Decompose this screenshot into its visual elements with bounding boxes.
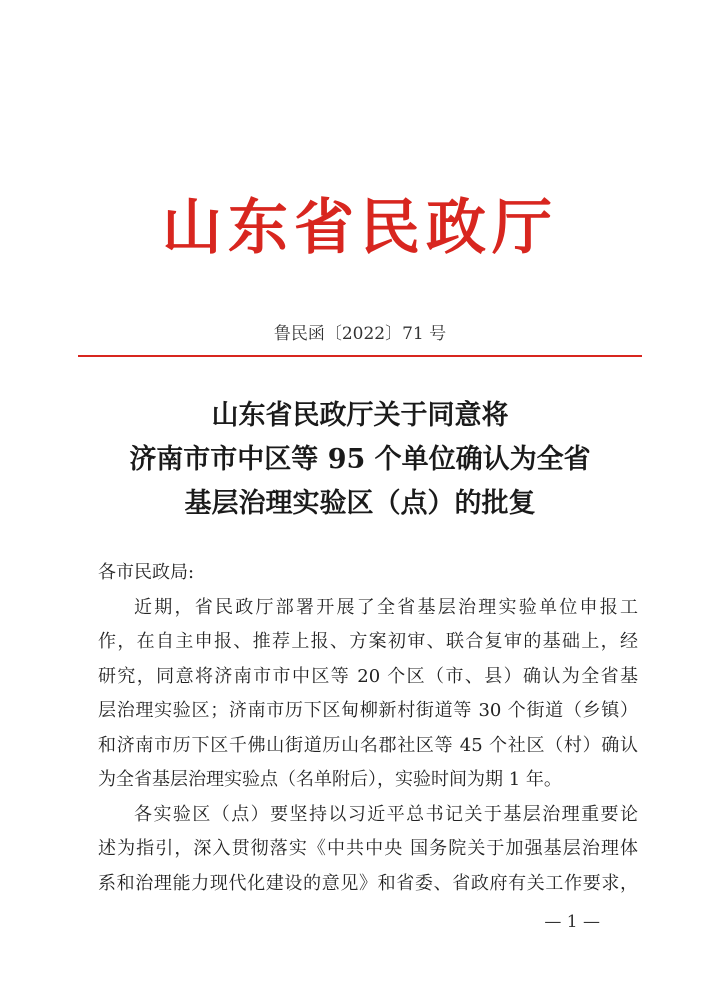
paragraph-line: 各实验区（点）要坚持以习近平总书记关于基层治理重要论 <box>134 803 638 825</box>
paragraph-line: 为全省基层治理实验点（名单附后），实验时间为期 1 年。 <box>98 769 562 790</box>
salutation: 各市民政局: <box>98 562 195 583</box>
paragraph-line: 系和治理能力现代化建设的意见》和省委、省政府有关工作要求， <box>98 872 638 894</box>
page-number: — 1 — <box>544 912 600 932</box>
paragraph-line: 和济南市历下区千佛山街道历山名郡社区等 45 个社区（村）确认 <box>98 734 638 756</box>
title-line-2: 济南市市中区等 95 个单位确认为全省 <box>129 444 591 475</box>
issuer-header: 山东省民政厅 <box>162 193 558 263</box>
paragraph-line: 研究，同意将济南市市中区等 20 个区（市、县）确认为全省基 <box>98 665 638 687</box>
paragraph-line: 作，在自主申报、推荐上报、方案初审、联合复审的基础上，经 <box>98 631 638 652</box>
paragraph-line: 近期，省民政厅部署开展了全省基层治理实验单位申报工 <box>134 596 638 618</box>
paragraph-line: 述为指引，深入贯彻落实《中共中央 国务院关于加强基层治理体 <box>98 838 638 859</box>
document-number: 鲁民函〔2022〕71 号 <box>273 324 447 344</box>
paragraph-2 <box>98 798 638 902</box>
red-divider-line <box>78 355 642 357</box>
document-body <box>98 556 638 901</box>
title-line-1: 山东省民政厅关于同意将 <box>211 400 509 431</box>
document-title <box>0 394 720 526</box>
paragraph-1 <box>98 591 638 798</box>
title-line-3: 基层治理实验区（点）的批复 <box>184 488 536 519</box>
paragraph-line: 层治理实验区；济南市历下区甸柳新村街道等 30 个街道（乡镇） <box>98 700 638 721</box>
